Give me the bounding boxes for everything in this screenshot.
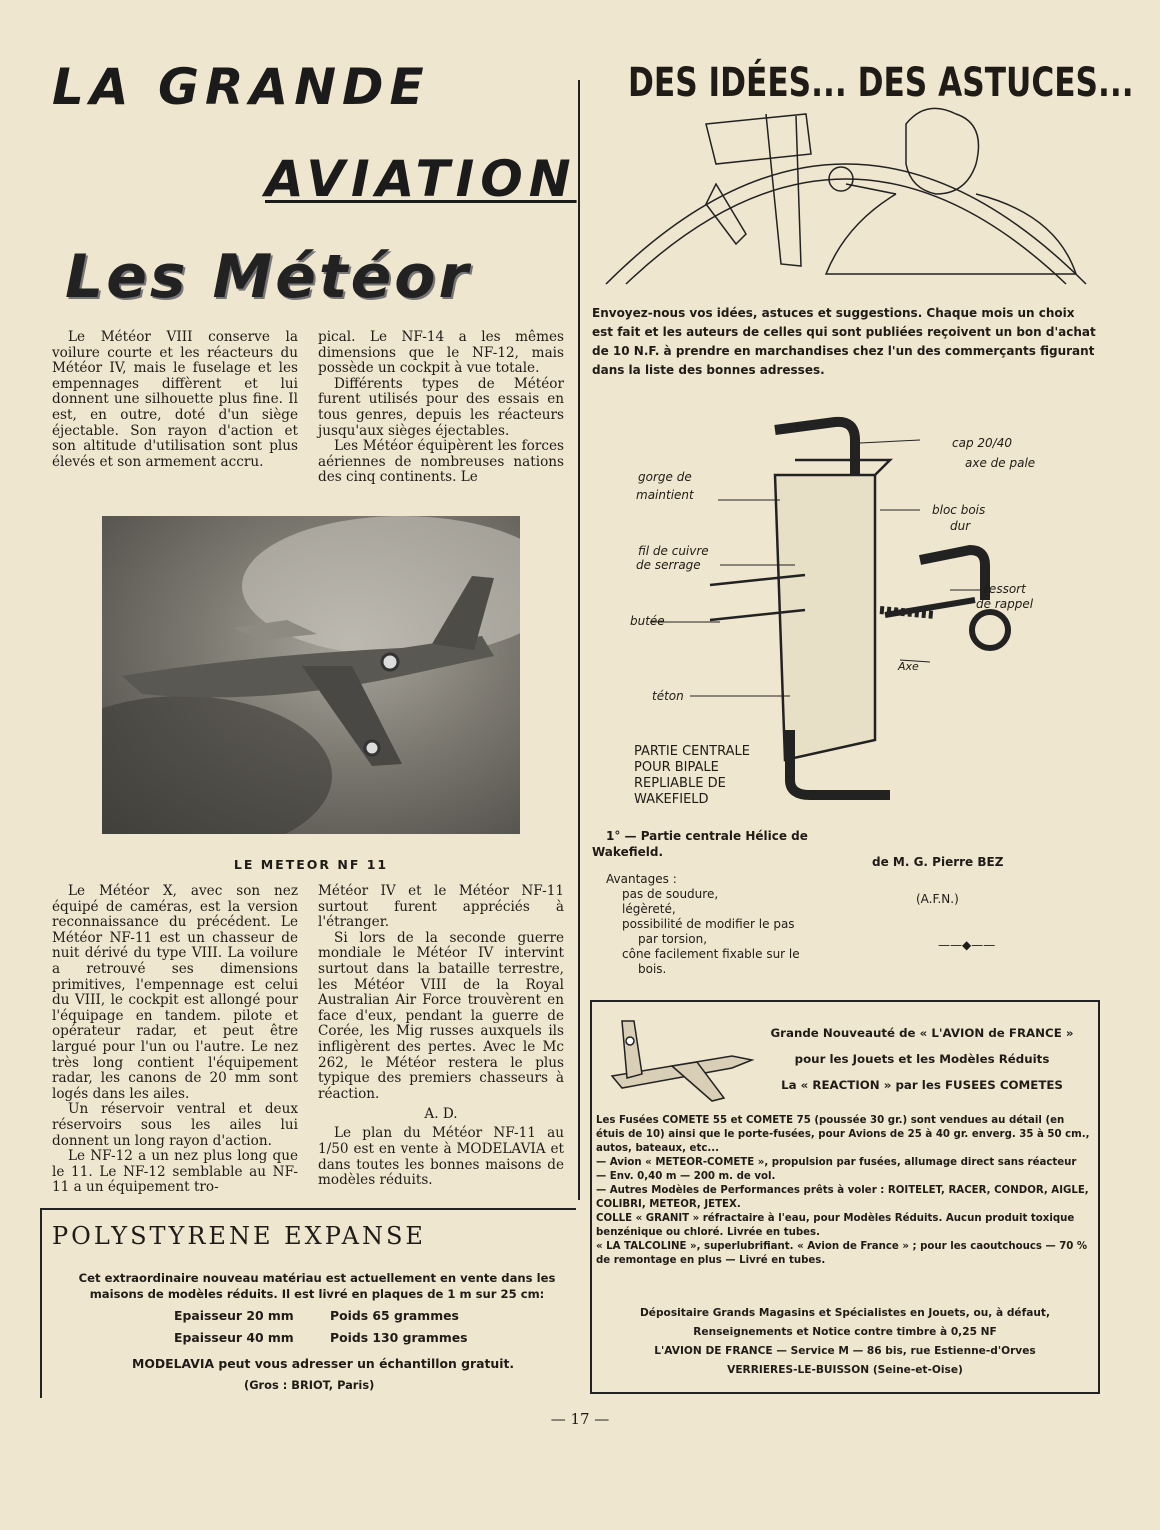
paragraph: Le NF-12 a un nez plus long que le 11. Le NF-12 semblable au NF-11 a un équipement tro- (52, 1148, 298, 1196)
avion-de-france-ad (590, 1000, 1100, 1394)
paragraph: Le plan du Météor NF-11 au 1/50 est en vente à MODELAVIA et dans toutes les bonnes maisons de modèles réduits. (318, 1125, 564, 1189)
article-column-4 (318, 884, 564, 1189)
thickness-20: Epaisseur 20 mm (174, 1308, 294, 1323)
label-ressort: ressort (984, 582, 1026, 596)
label-partie-3: REPLIABLE DE (634, 776, 726, 791)
label-axe: Axe (898, 660, 919, 673)
meteor-aircraft-image (102, 516, 520, 834)
figure-caption-2: Wakefield. (592, 845, 663, 859)
label-serrage: de serrage (636, 558, 701, 572)
label-teton: téton (652, 689, 684, 703)
thickness-40: Epaisseur 40 mm (174, 1330, 294, 1345)
label-partie-4: WAKEFIELD (634, 792, 709, 807)
modeller-illustration (596, 104, 1096, 294)
rocket-plane-illustration (602, 1016, 762, 1106)
list-item: par torsion, (638, 932, 708, 946)
meteor-photo (102, 516, 520, 834)
list-item: pas de soudure, (622, 887, 719, 901)
advantages-list (606, 872, 846, 977)
ideas-title: DES IDÉES... DES ASTUCES... (628, 60, 1134, 106)
paragraph: Météor IV et le Météor NF-11 surtout furent appréciés à l'étranger. (318, 883, 564, 931)
label-partie-1: PARTIE CENTRALE (634, 744, 750, 759)
label-gorge: gorge de (638, 470, 692, 484)
ad-headline-3: La « REACTION » par les FUSEES COMETES (781, 1078, 1063, 1092)
label-cap: cap 20/40 (952, 436, 1012, 450)
idea-author: de M. G. Pierre BEZ (872, 855, 1004, 869)
wholesale-note: (Gros : BRIOT, Paris) (244, 1378, 375, 1392)
ad-footer (592, 1304, 1098, 1380)
page-number: — 17 — (550, 1410, 610, 1428)
ad-paragraph: — Autres Modèles de Performances prêts à voler : ROITELET, RACER, CONDOR, AIGLE, COLIBRI, METEOR, JETEX. (596, 1185, 1089, 1210)
ad-paragraph: COLLE « GRANIT » réfractaire à l'eau, pour Modèles Réduits. Aucun produit toxique benzénique ou chloré. Livrée en tubes. (596, 1213, 1075, 1238)
label-partie-2: POUR BIPALE (634, 760, 719, 775)
list-item: cône facilement fixable sur le (622, 947, 800, 961)
diamond-ornament: ——◆—— (938, 938, 996, 952)
polystyrene-left-rule (40, 1208, 42, 1398)
ad-paragraph: « LA TALCOLINE », superlubrifiant. « Avion de France » ; pour les caoutchoucs — 70 % de remontage en plus — Livré en tubes. (596, 1241, 1088, 1266)
idea-origin: (A.F.N.) (916, 892, 959, 906)
article-signature: A. D. (424, 1106, 458, 1123)
label-dur: dur (950, 519, 971, 533)
ideas-description: Envoyez-nous vos idées, astuces et suggestions. Chaque mois un choix est fait et les auteurs de celles qui sont publiées reçoivent un bon d'achat de 10 N.F. à prendre en marchandises chez l'un des commerçants figurant dans la liste des bonnes adresses. (592, 306, 1096, 377)
paragraph: Différents types de Météor furent utilisés pour des essais en tous genres, depuis les réacteurs jusqu'aux sièges éjectables. (318, 375, 564, 439)
article-title-line2: AVIATION (265, 150, 577, 208)
ad-footer-line: VERRIERES-LE-BUISSON (Seine-et-Oise) (727, 1364, 963, 1376)
label-rappel: de rappel (976, 597, 1034, 611)
ad-footer-line: Renseignements et Notice contre timbre à 0,25 NF (693, 1326, 997, 1338)
ad-body (596, 1114, 1090, 1268)
article-column-2 (318, 330, 564, 486)
list-item: possibilité de modifier le pas (622, 917, 795, 931)
ad-paragraph: Les Fusées COMETE 55 et COMETE 75 (poussée 30 gr.) sont vendues au détail (en étuis de 10) ainsi que le porte-fusées, pour Avions de 25 à 40 gr. enverg. 35 à 50 cm., autos, bateaux, etc... (596, 1115, 1090, 1154)
article-column-1 (52, 330, 298, 470)
label-axe-pale: axe de pale (965, 456, 1036, 470)
article-column-3 (52, 884, 298, 1196)
figure-caption-1: 1° — Partie centrale Hélice de (606, 829, 808, 843)
label-fil-cuivre: fil de cuivre (638, 544, 709, 558)
paragraph: Le Météor VIII conserve la voilure courte et les réacteurs du Météor IV, mais le fuselage et les empennages diffèrent et lui donnent une silhouette plus fine. Il est, en outre, doté d'un siège éjectable. Son rayon d'action et son altitude d'utilisation sont plus élevés et son armement accru. (52, 329, 298, 470)
label-bloc-bois: bloc bois (932, 503, 986, 517)
ad-headline-2: pour les Jouets et les Modèles Réduits (794, 1052, 1050, 1066)
paragraph: Le Météor X, avec son nez équipé de caméras, est la version reconnaissance du précédent. Le Météor NF-11 est un chasseur de nuit dérivé du type VIII. La voilure a retrouvé ses dimensions primitives, l'empennage est celui du VIII, le cockpit est allongé pour l'équipage en tandem. pilote et opérateur radar, et peut être largué pour l'un ou l'autre. Le nez très long contient l'équipement radar, les canons de 20 mm sont logés dans les ailes. (52, 883, 298, 1102)
ad-headline-1: Grande Nouveauté de « L'AVION de FRANCE » (770, 1026, 1074, 1040)
label-maintient: maintient (636, 488, 694, 502)
polystyrene-description: Cet extraordinaire nouveau matériau est actuellement en vente dans les maisons de modèles réduits. Il est livré en plaques de 1 m sur 25 cm: (78, 1271, 556, 1301)
article-title-line3: Les Météor (65, 242, 472, 312)
photo-caption: LE METEOR NF 11 (233, 857, 389, 872)
weight-65: Poids 65 grammes (330, 1308, 459, 1323)
polystyrene-title: POLYSTYRENE EXPANSE (52, 1222, 426, 1250)
polystyrene-top-rule (40, 1208, 576, 1210)
ad-footer-line: Dépositaire Grands Magasins et Spécialistes en Jouets, ou, à défaut, (640, 1307, 1050, 1319)
advantages-title: Avantages : (606, 872, 677, 886)
paragraph: Si lors de la seconde guerre mondiale le Météor IV intervint surtout dans la bataille terrestre, les Météor VIII de la Royal Australian Air Force trouvèrent en face d'eux, pendant la guerre de Corée, les Mig russes auxquels ils infligèrent des pertes. Avec le Mc 262, le Météor restera le plus typique des premiers chasseurs à réaction. (318, 929, 564, 1102)
label-butee: butée (630, 614, 665, 628)
paragraph: Les Météor équipèrent les forces aériennes de nombreuses nations des cinq continents. Le (318, 438, 564, 486)
list-item: légèreté, (622, 902, 676, 916)
sample-offer: MODELAVIA peut vous adresser un échantillon gratuit. (132, 1356, 515, 1371)
paragraph: Un réservoir ventral et deux réservoirs sous les ailes lui donnent un long rayon d'action. (52, 1101, 298, 1149)
paragraph: pical. Le NF-14 a les mêmes dimensions que le NF-12, mais possède un cockpit à vue totale. (318, 329, 564, 377)
ad-paragraph: — Avion « METEOR-COMETE », propulsion par fusées, allumage direct sans réacteur — Env. 0,40 m — 200 m. de vol. (596, 1157, 1077, 1182)
weight-130: Poids 130 grammes (330, 1330, 468, 1345)
ad-footer-line: L'AVION DE FRANCE — Service M — 86 bis, rue Estienne-d'Orves (654, 1345, 1036, 1357)
column-divider (578, 80, 580, 1200)
list-item: bois. (638, 962, 667, 976)
article-title-line1: LA GRANDE (52, 58, 430, 116)
